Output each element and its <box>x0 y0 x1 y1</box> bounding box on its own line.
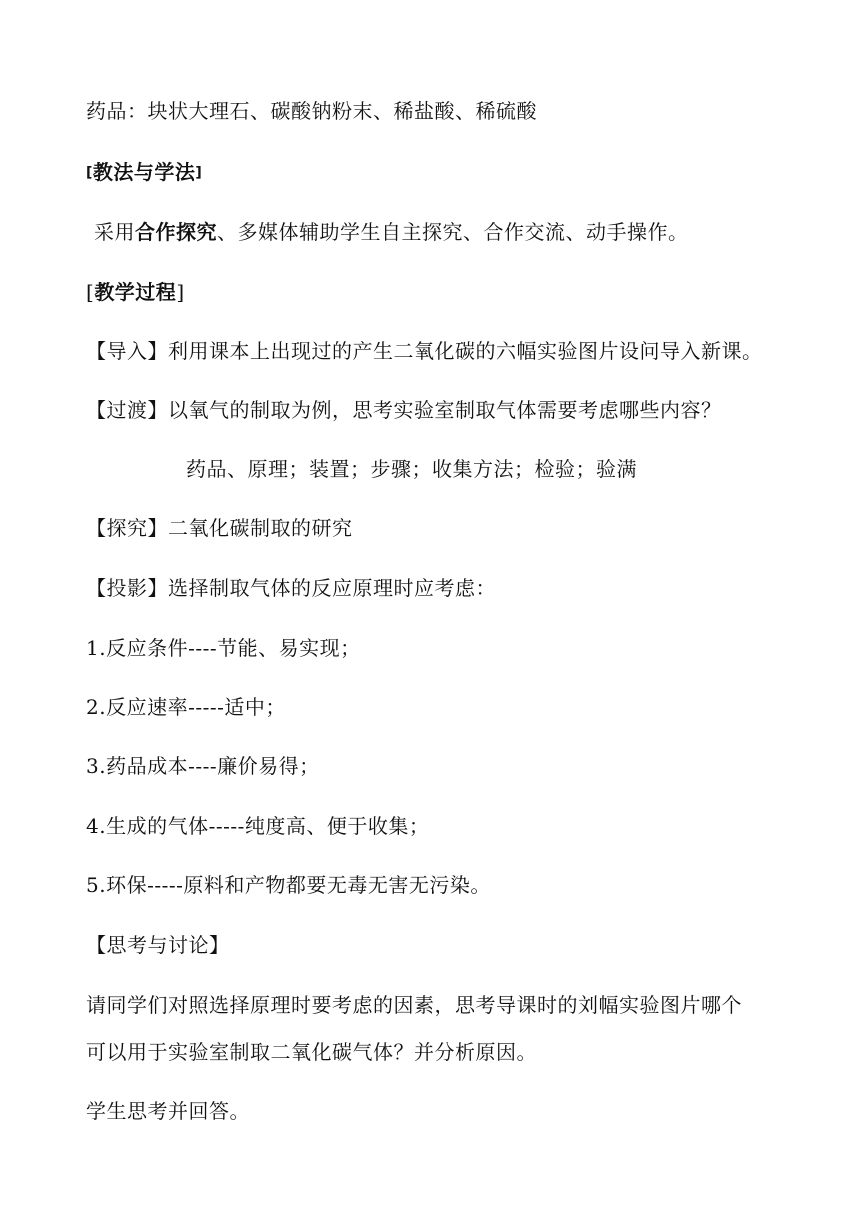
factor-item: 5.环保-----原料和产物都要无毒无害无污染。 <box>86 873 491 897</box>
discussion-heading: 【思考与讨论】 <box>86 933 230 957</box>
discussion-text-line: 可以用于实验室制取二氧化碳气体？并分析原因。 <box>86 1040 537 1064</box>
explore-line: 【探究】二氧化碳制取的研究 <box>86 516 353 540</box>
methods-text-rest: 、多媒体辅助学生自主探究、合作交流、动手操作。 <box>217 220 689 244</box>
heading-open-bracket: [ <box>86 165 93 181</box>
considerations-line: 药品、原理；装置；步骤；收集方法；检验；验满 <box>186 457 637 481</box>
methods-text <box>94 218 689 246</box>
factor-item: 4.生成的气体-----纯度高、便于收集； <box>86 814 430 838</box>
factor-item: 3.药品成本----廉价易得； <box>86 754 320 778</box>
factor-item: 1.反应条件----节能、易实现； <box>86 636 361 660</box>
process-heading-title: 教学过程 <box>94 280 177 304</box>
materials-line: 药品：块状大理石、碳酸钠粉末、稀盐酸、稀硫酸 <box>86 99 537 123</box>
transition-line: 【过渡】以氧气的制取为例，思考实验室制取气体需要考虑哪些内容？ <box>86 398 722 422</box>
projection-line: 【投影】选择制取气体的反应原理时应考虑： <box>86 576 496 600</box>
heading-open-bracket: [ <box>86 280 95 304</box>
intro-line: 【导入】利用课本上出现过的产生二氧化碳的六幅实验图片设问导入新课。 <box>86 339 763 363</box>
methods-heading <box>86 158 202 187</box>
methods-text-emphasis: 合作探究 <box>135 220 217 244</box>
methods-heading-title: 教法与学法 <box>92 160 196 184</box>
methods-text-lead: 采用 <box>94 220 135 244</box>
heading-close-bracket: ] <box>176 280 185 304</box>
student-response-line: 学生思考并回答。 <box>86 1099 250 1123</box>
factor-item: 2.反应速率-----适中； <box>86 695 286 719</box>
process-heading <box>86 278 185 306</box>
heading-close-bracket: ] <box>195 165 203 181</box>
discussion-text-line: 请同学们对照选择原理时要考虑的因素，思考导课时的刘幅实验图片哪个 <box>86 993 742 1017</box>
